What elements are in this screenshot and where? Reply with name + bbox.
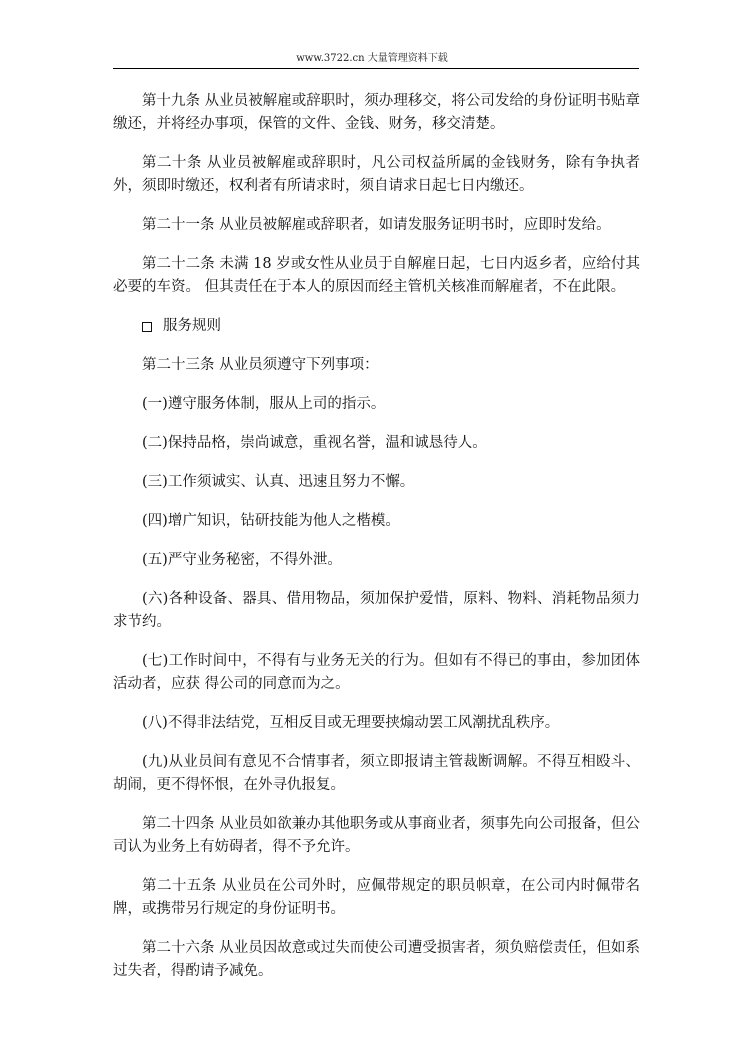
rule-item-4: (四)增广知识，钻研技能为他人之楷模。: [142, 513, 400, 529]
article-23: 第二十三条 从业员须遵守下列事项：: [142, 357, 379, 373]
article-24: 第二十四条 从业员如欲兼办其他职务或从事商业者，须事先向公司报备，但公司认为业务上有妨碍者，得不予允许。: [113, 816, 640, 855]
rule-item-3: (三)工作须诚实、认真、迅速且努力不懈。: [142, 474, 415, 490]
article-25: 第二十五条 从业员在公司外时，应佩带规定的职员帜章，在公司内时佩带名牌，或携带另行规定的身份证明书。: [113, 878, 640, 917]
page-header: www.3722.cn 大量管理资料下载: [296, 53, 448, 64]
article-26: 第二十六条 从业员因故意或过失而使公司遭受损害者，须负赔偿责任，但如系过失者，得酌请予减免。: [113, 940, 640, 979]
rule-item-8: (八)不得非法结党，互相反目或无理要挟煽动罢工风潮扰乱秩序。: [142, 715, 560, 731]
rule-item-9: (九)从业员间有意见不合情事者，须立即报请主管裁断调解。不得互相殴斗、胡闹，更不得怀恨，在外寻仇报复。: [113, 754, 640, 793]
article-22: 第二十二条 未满 18 岁或女性从业员于自解雇日起，七日内返乡者，应给付其必要的车资。 但其责任在于本人的原因而经主管机关核准而解雇者，不在此限。: [113, 256, 640, 295]
rule-item-6: (六)各种设备、器具、借用物品，须加保护爱惜，原料、物料、消耗物品须力求节约。: [113, 591, 640, 630]
section-heading: [113, 315, 640, 338]
article-20: 第二十条 从业员被解雇或辞职时，凡公司权益所属的金钱财务，除有争执者外，须即时缴还，权利者有所请求时，须自请求日起七日内缴还。: [113, 155, 640, 194]
rule-item-2: (二)保持品格，崇尚诚意，重视名誉，温和诚恳待人。: [142, 435, 487, 451]
section-title-text: 服务规则: [163, 318, 221, 334]
rule-item-1: (一)遵守服务体制，服从上司的指示。: [142, 396, 386, 412]
rule-item-7: (七)工作时间中，不得有与业务无关的行为。但如有不得已的事由，参加团体活动者，应获 得公司的同意而为之。: [113, 653, 640, 692]
square-box-icon: [142, 322, 152, 332]
article-19: 第十九条 从业员被解雇或辞职时，须办理移交，将公司发给的身份证明书贴章缴还，并将经办事项，保管的文件、金钱、财务，移交清楚。: [113, 93, 640, 132]
header-divider: [113, 68, 639, 69]
rule-item-5: (五)严守业务秘密，不得外泄。: [142, 552, 342, 568]
article-21: 第二十一条 从业员被解雇或辞职者，如请发服务证明书时，应即时发给。: [142, 217, 611, 233]
document-body: [113, 90, 640, 999]
